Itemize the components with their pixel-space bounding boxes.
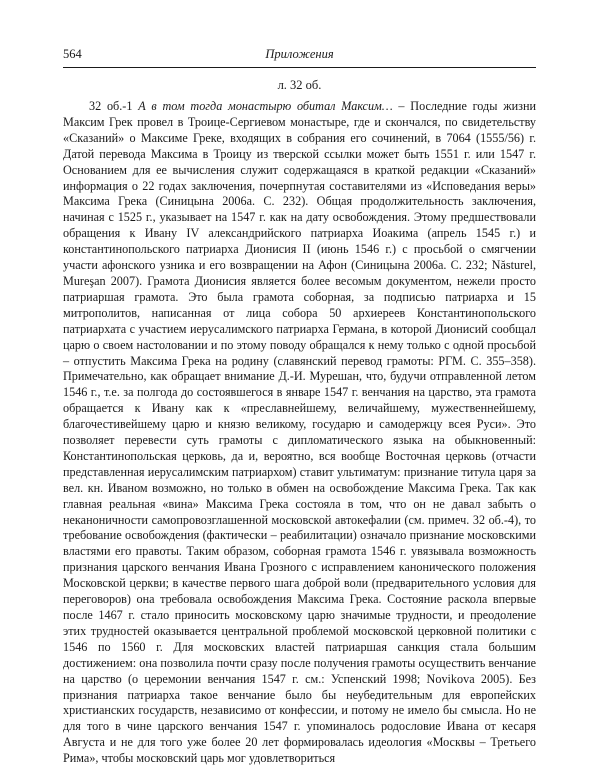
commentary-lemma: А в том тогда монастырю обитал Максим… — [138, 99, 393, 113]
commentary-text: – Последние годы жизни Максим Грек провел в Троице-Сергиевом монастыре, где и скончался, по свидетельству «Сказаний» о Максиме Греке, входящих в собрания его сочинений, в 7064 (1555/56) г. Датой перевода Максима в Троицу из тверской ссылки может быть 1551 г. или 1547 г. Основанием для ее вычисления служит содержащаяся в краткой редакции «Сказаний» информация о 22 годах заключения, почерпнутая составителями из «Исповедания веры» Максима Грека (Синицына 2006а. С. 232). Общая продолжительность заключения, начиная с 1525 г., указывает на 1547 г. как на дату освобождения. Этому предшествовали обращения к Ивану IV александрийского патриарха Иоакима (апрель 1545 г.) и константинопольского патриарха Дионисия II (июнь 1546 г.) с просьбой о смягчении участи афонского узника и его возвращении на Афон (Синицына 2006а. С. 232; Năsturel, Mureşan 2007). Грамота Дионисия является более весомым документом, нежели просто патриаршая грамота. Это была грамота соборная, за подписью патриарха и 15 митрополитов, написанная от лица собора 50 архиереев Константинопольского патриархата с участием иерусалимского патриарха Германа, в которой Дионисий сообщал царю о своем настоловании и по этому поводу обращался к нему только с одной просьбой – отпустить Максима Грека на родину (славянский перевод грамоты: РГМ. С. 355–358). Примечательно, как обращает внимание Д.-И. Мурешан, что, будучи отправленной летом 1546 г., т.е. за полгода до состоявшегося в январе 1547 г. венчания на царство, эта грамота обращается к Ивану как к «преславнейшему, величайшему, мужественнейшему, благочестивейшему царю и князю великому, государю и самодержцу всея Руси». Это позволяет перевести суть грамоты с дипломатического языка на обыкновенный: Константинопольская церковь, да и, вероятно, вся вообще Восточная церковь (отчасти представленная иерусалимским патриархом) ставит ультиматум: признание титула царя за вел. кн. Иваном возможно, но только в обмен на освобождение Максима Грека. Так как главная реальная «вина» Максима Грека состояла в том, что он не давал забыть о неканоничности самопровозглашенной московской автокефалии (см. примеч. 32 об.-4), то требование освобождения (фактически – реабилитации) означало признание московскими властями его правоты. Таким образом, соборная грамота 1546 г. увязывала возможность признания царского венчания Ивана Грозного с исправлением канонического положения Московской церкви; в качестве первого шага доброй воли (предварительного условия для переговоров) она требовала освобождения Максима Грека. Состояние раскола впервые после 1467 г. стало приносить московскому царю значимые трудности, и преодоление этих трудностей оказывается центральной проблемой московской церковной политики с 1546 по 1560 г. Для московских властей патриаршая санкция стала большим достижением: она позволила почти сразу после получения грамоты осуществить венчание на царство (о церемонии венчания 1547 г. см.: Успенский 1998; Novikova 2005). Без признания патриарха такое венчание было бы неубедительным для европейских христианских государств, независимо от конфессии, и потому не имело бы смысла. Но не для того в чине царского венчания 1547 г. упоминалось родословие Ивана от кесаря Августа и не для того уже более 20 лет формировалась идеология «Москвы – Третьего Рима», чтобы московский царь мог удовлетвориться — [63, 99, 536, 766]
page-number: 564 — [63, 47, 82, 61]
leaf-label: л. 32 об. — [277, 78, 322, 92]
header-rule — [63, 67, 536, 68]
running-title: Приложения — [265, 47, 334, 61]
commentary-ref: 32 об.-1 — [89, 99, 133, 113]
page-header — [63, 45, 536, 67]
commentary-block — [63, 99, 536, 767]
commentary-paragraph — [63, 99, 536, 767]
